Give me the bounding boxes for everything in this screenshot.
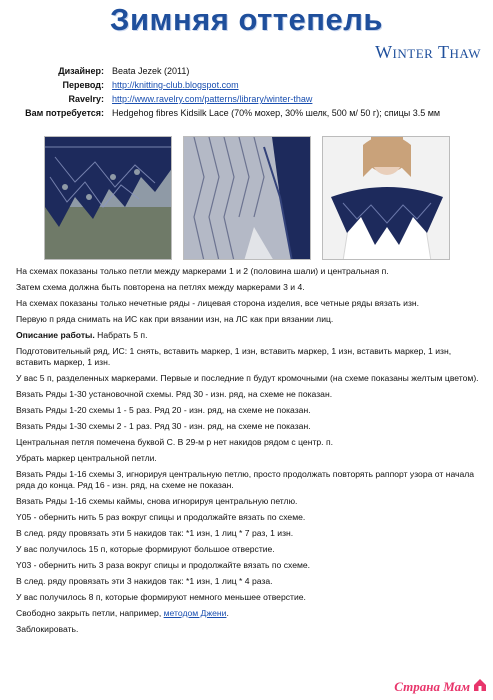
page-title: Зимняя оттепель xyxy=(110,2,383,37)
paragraph: На схемах показаны только петли между маркерами 1 и 2 (половина шали) и центральная п. xyxy=(16,266,389,276)
shawl-lace-photo xyxy=(183,136,311,260)
pattern-instructions xyxy=(16,266,482,640)
ravelry-link[interactable]: http://www.ravelry.com/patterns/library/winter-thaw xyxy=(112,94,313,104)
meta-row-designer xyxy=(0,64,493,78)
house-icon xyxy=(473,678,487,696)
meta-row-ravelry xyxy=(0,92,493,106)
step: Y03 - обернить нить 3 раза вокруг спицы и продолжайте вязать по схеме. xyxy=(16,560,311,570)
closing-line xyxy=(16,608,482,619)
closing-punct: . xyxy=(226,608,229,618)
step: Вязать Ряды 1-30 схемы 2 - 1 раз. Ряд 30 - изн. ряд, на схеме не показан. xyxy=(16,421,311,431)
model-wearing-shawl-photo xyxy=(322,136,450,260)
step: В след. ряду провязать эти 5 накидов так: *1 изн, 1 лиц * 7 раз, 1 изн. xyxy=(16,528,294,538)
meta-label: Вам потребуется: xyxy=(25,108,104,118)
meta-row-materials xyxy=(0,106,493,120)
step: У вас получилось 15 п, которые формируют большое отверстие. xyxy=(16,544,275,554)
step: Центральная петля помечена буквой С. В 29-м р нет накидов рядом с центр. п. xyxy=(16,437,333,447)
meta-label: Перевод: xyxy=(62,80,104,90)
page-subtitle: Winter Thaw xyxy=(375,42,481,62)
section-heading: Описание работы. xyxy=(16,330,95,340)
pattern-info xyxy=(0,64,493,120)
description-heading-line xyxy=(16,330,482,341)
step: У вас 5 п, разделенных маркерами. Первые и последние п будут кромочными (на схеме показаны желтым цветом). xyxy=(16,373,479,383)
step: Вязать Ряды 1-16 схемы 3, игнорируя центральную петлю, просто продолжать повторять раппорт узора от начала ряда до конца. Ряд 16 - изн. ряд, на схеме не показан. xyxy=(16,469,475,490)
paragraph: На схемах показаны только нечетные ряды - лицевая сторона изделия, все четные ряды вязать изн. xyxy=(16,298,420,308)
shawl-edge-photo xyxy=(44,136,172,260)
site-watermark xyxy=(394,678,487,696)
heading-text: Набрать 5 п. xyxy=(94,330,148,340)
meta-value: Beata Jezek (2011) xyxy=(112,66,190,76)
meta-label: Дизайнер: xyxy=(58,66,104,76)
meta-row-translation xyxy=(0,78,493,92)
paragraph: Затем схема должна быть повторена на петлях между маркерами 3 и 4. xyxy=(16,282,305,292)
translation-link[interactable]: http://knitting-club.blogspot.com xyxy=(112,80,239,90)
paragraph: Первую п ряда снимать на ИС как при вязании изн, на ЛС как при вязании лиц. xyxy=(16,314,334,324)
final-step: Заблокировать. xyxy=(16,624,79,634)
step: В след. ряду провязать эти 3 накидов так: *1 изн, 1 лиц * 4 раза. xyxy=(16,576,273,586)
step: Вязать Ряды 1-16 схемы каймы, снова игнорируя центральную петлю. xyxy=(16,496,298,506)
meta-value: Hedgehog fibres Kidsilk Lace (70% мохер, 30% шелк, 500 м/ 50 г); спицы 3.5 мм xyxy=(112,108,441,118)
step: У вас получилось 8 п, которые формируют немного меньшее отверстие. xyxy=(16,592,306,602)
step: Вязать Ряды 1-30 установочной схемы. Ряд 30 - изн. ряд, на схеме не показан. xyxy=(16,389,333,399)
step: Убрать маркер центральной петли. xyxy=(16,453,157,463)
step: Вязать Ряды 1-20 схемы 1 - 5 раз. Ряд 20 - изн. ряд, на схеме не показан. xyxy=(16,405,311,415)
watermark-text: Страна Мам xyxy=(394,679,470,694)
meta-label: Ravelry: xyxy=(68,94,104,104)
step: Подготовительный ряд, ИС: 1 снять, вставить маркер, 1 изн, вставить маркер, 1 изн, вставить маркер, 1 изн, вставить маркер, 1 изн. xyxy=(16,346,452,367)
photo-strip xyxy=(44,136,449,264)
bind-off-method-link[interactable]: методом Джени xyxy=(163,608,227,618)
closing-text: Свободно закрыть петли, например, xyxy=(16,608,164,618)
step: Y05 - обернить нить 5 раз вокруг спицы и продолжайте вязать по схеме. xyxy=(16,512,306,522)
